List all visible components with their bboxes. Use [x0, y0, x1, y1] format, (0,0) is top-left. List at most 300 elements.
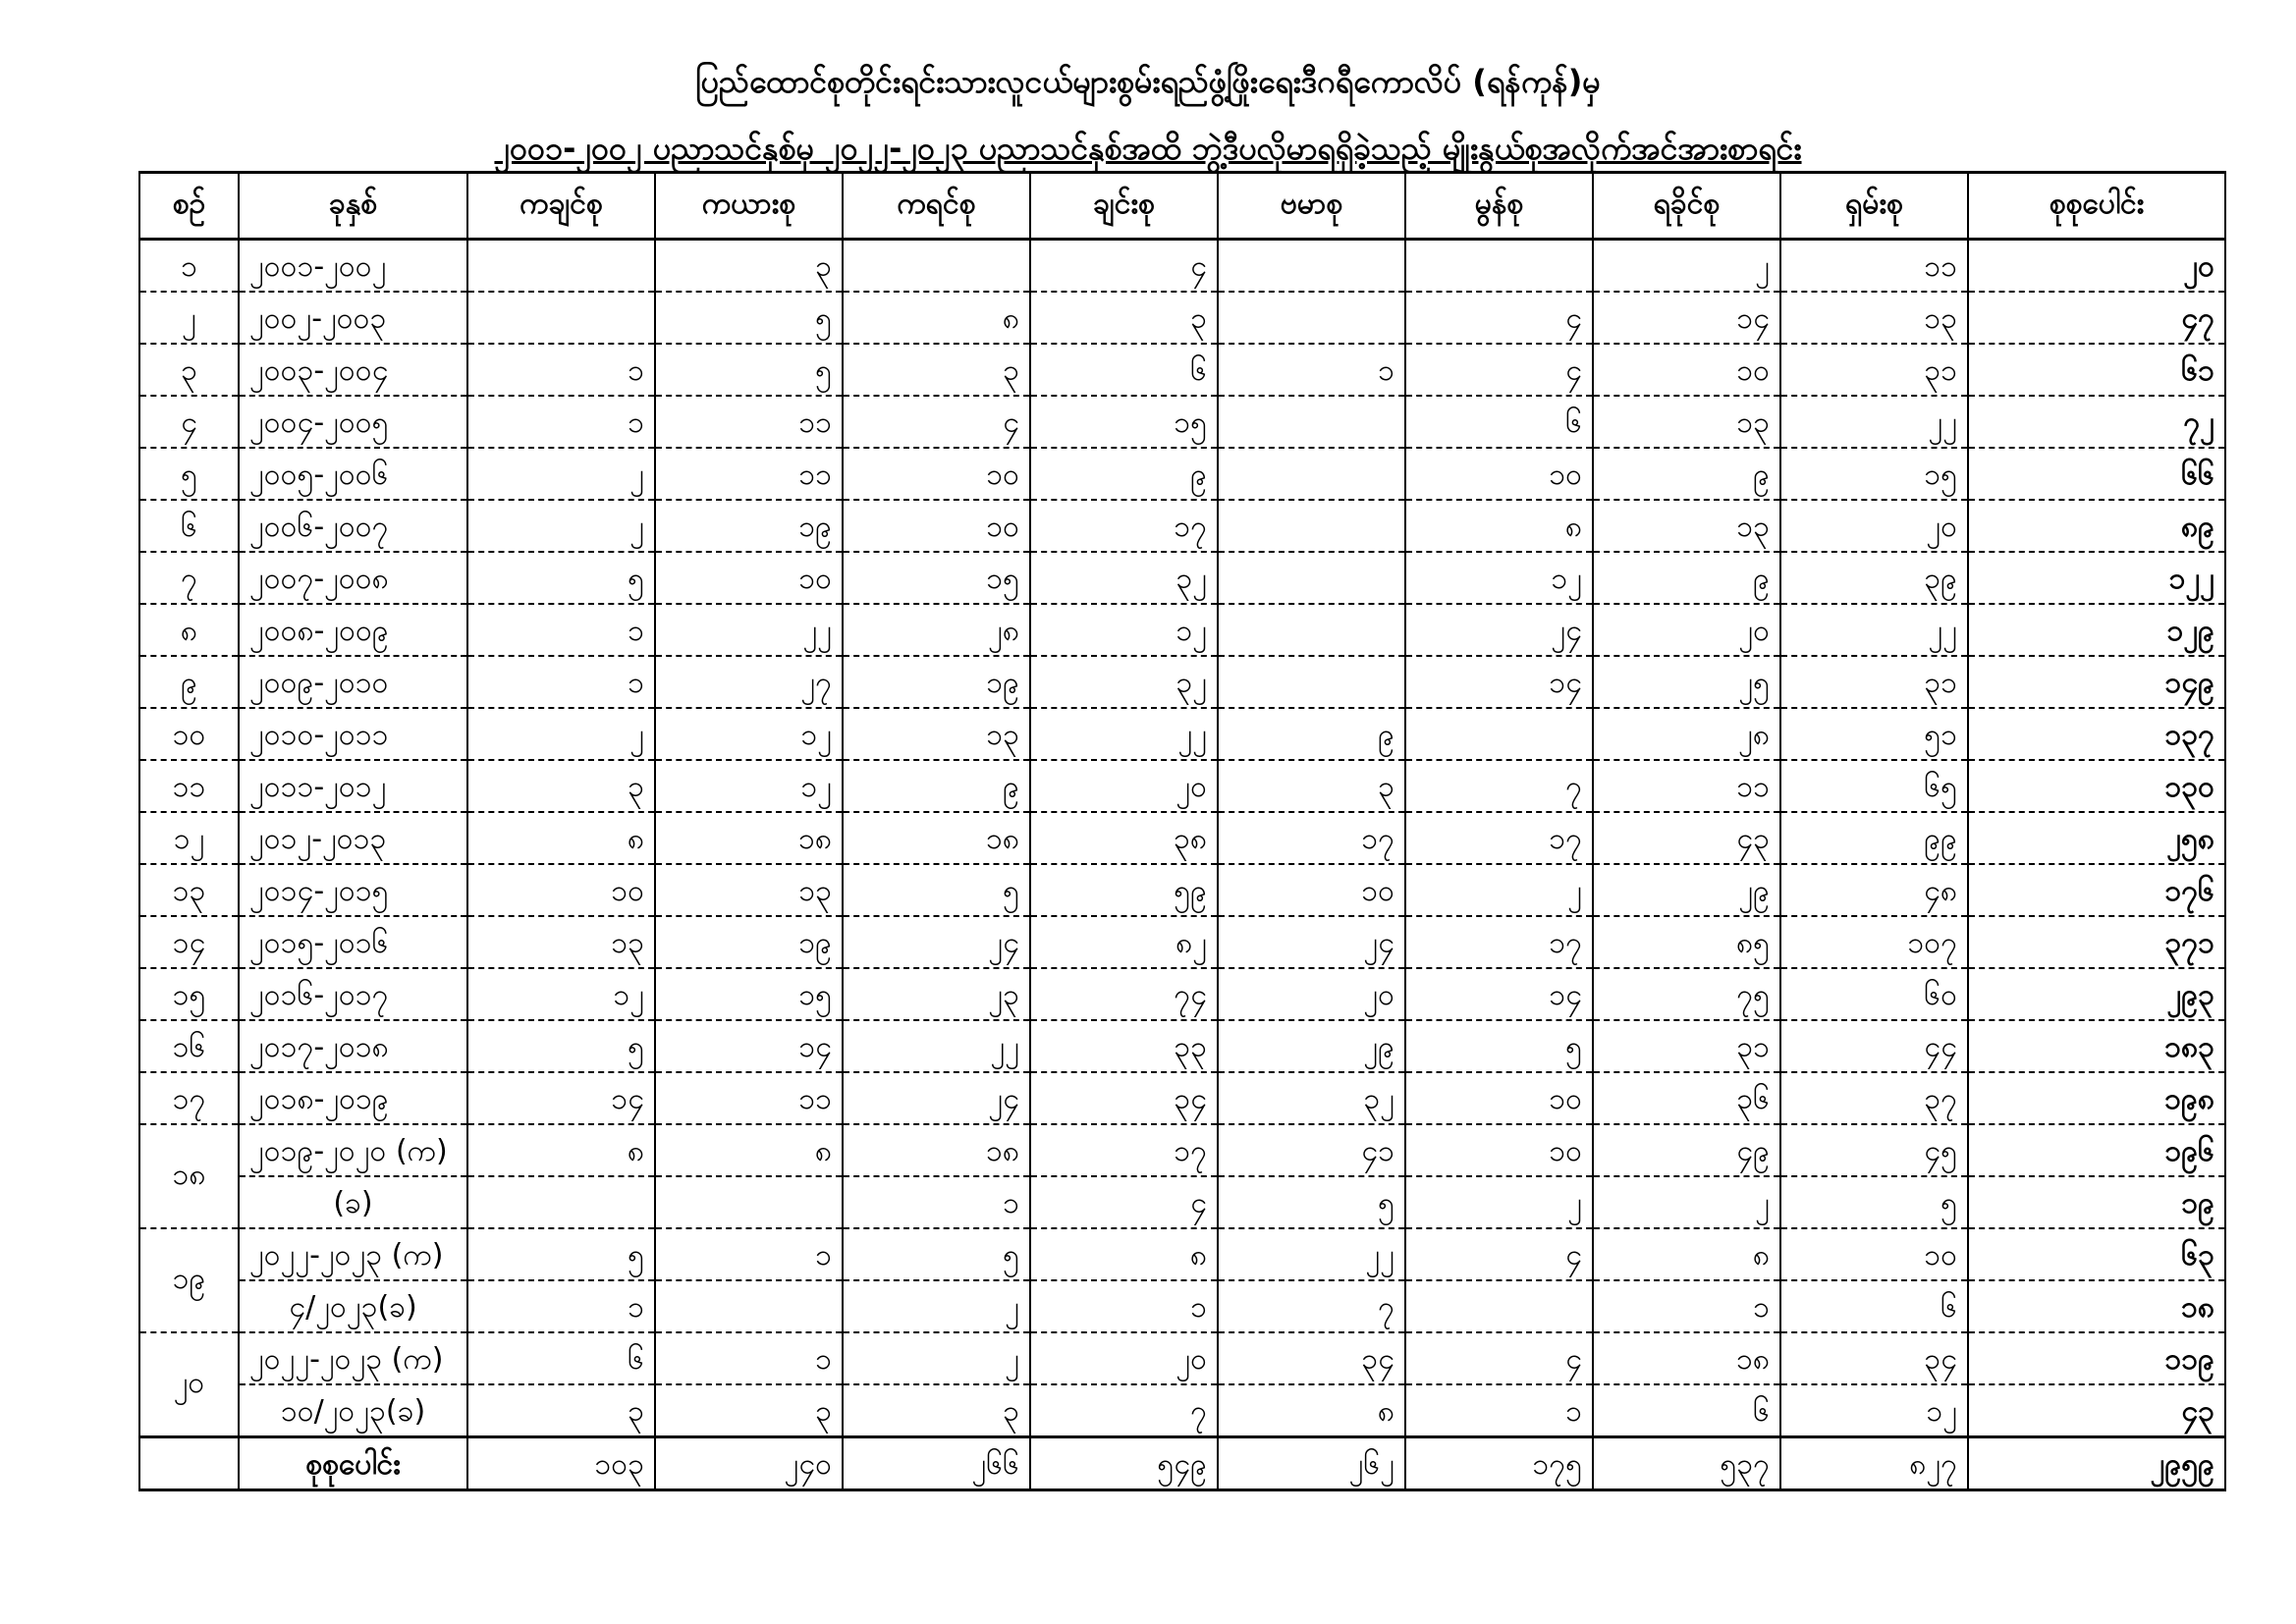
value-cell: ၈၅ — [1593, 916, 1780, 968]
row-period: ၂၀၁၈-၂၀၁၉ — [239, 1072, 467, 1124]
value-cell: ၃ — [843, 344, 1030, 396]
value-cell: ၁၀ — [1405, 1124, 1593, 1176]
value-cell: ၁၃ — [655, 864, 843, 916]
value-cell: ၁၉၆ — [1968, 1124, 2225, 1176]
value-cell: ၈ — [467, 1124, 655, 1176]
value-cell: ၁၃ — [1780, 292, 1968, 344]
value-cell: ၂ — [843, 1332, 1030, 1384]
row-number: ၁၉ — [139, 1228, 239, 1332]
table-row — [139, 1176, 2225, 1228]
value-cell: ၈ — [1030, 1228, 1218, 1280]
total-value: ၁၇၅ — [1405, 1437, 1593, 1490]
value-cell: ၂ — [1593, 240, 1780, 293]
table-row — [139, 552, 2225, 604]
value-cell: ၇၅ — [1593, 968, 1780, 1020]
row-period: ၂၀၂၂-၂၀၂၃ (က) — [239, 1332, 467, 1384]
value-cell: ၈ — [655, 1124, 843, 1176]
value-cell: ၁၄ — [1405, 968, 1593, 1020]
value-cell: ၇၄ — [1030, 968, 1218, 1020]
value-cell: ၁၄ — [1405, 656, 1593, 708]
value-cell: ၂ — [467, 708, 655, 760]
value-cell: ၄ — [1405, 292, 1593, 344]
value-cell: ၄ — [843, 396, 1030, 448]
value-cell: ၄၃ — [1968, 1384, 2225, 1437]
column-header-0: စဉ် — [139, 173, 239, 240]
value-cell: ၆ — [1030, 344, 1218, 396]
value-cell: ၁၁ — [1593, 760, 1780, 812]
value-cell: ၁ — [1405, 1384, 1593, 1437]
table-row — [139, 1384, 2225, 1437]
row-number: ၁၄ — [139, 916, 239, 968]
value-cell: ၆ — [467, 1332, 655, 1384]
value-cell: ၂၀ — [1593, 604, 1780, 656]
value-cell: ၈ — [467, 812, 655, 864]
row-number: ၇ — [139, 552, 239, 604]
value-cell: ၄ — [1030, 240, 1218, 293]
value-cell: ၁၁ — [1780, 240, 1968, 293]
value-cell — [1218, 240, 1405, 293]
value-cell: ၃၄ — [1780, 1332, 1968, 1384]
table-row — [139, 500, 2225, 552]
value-cell: ၉ — [1593, 448, 1780, 500]
value-cell: ၁၈ — [843, 812, 1030, 864]
value-cell: ၁ — [1030, 1280, 1218, 1332]
value-cell: ၂၂ — [843, 1020, 1030, 1072]
value-cell: ၁၂၉ — [1968, 604, 2225, 656]
value-cell: ၁ — [1218, 344, 1405, 396]
value-cell: ၁၁၉ — [1968, 1332, 2225, 1384]
value-cell: ၁၃၇ — [1968, 708, 2225, 760]
value-cell: ၃၇ — [1780, 1072, 1968, 1124]
value-cell — [1218, 292, 1405, 344]
value-cell: ၁၀ — [655, 552, 843, 604]
value-cell: ၄ — [1405, 344, 1593, 396]
value-cell: ၁၀၇ — [1780, 916, 1968, 968]
table-row — [139, 240, 2225, 293]
column-header-6: ဗမာစု — [1218, 173, 1405, 240]
value-cell: ၂၂ — [1030, 708, 1218, 760]
value-cell: ၂၉၃ — [1968, 968, 2225, 1020]
column-header-2: ကချင်စု — [467, 173, 655, 240]
table-row — [139, 292, 2225, 344]
value-cell: ၈၂ — [1030, 916, 1218, 968]
value-cell: ၁ — [467, 1280, 655, 1332]
value-cell: ၁၉ — [1968, 1176, 2225, 1228]
value-cell: ၁၇ — [1030, 500, 1218, 552]
value-cell: ၅၁ — [1780, 708, 1968, 760]
column-header-9: ရှမ်းစု — [1780, 173, 1968, 240]
value-cell: ၃၁ — [1780, 344, 1968, 396]
value-cell: ၅ — [467, 552, 655, 604]
value-cell: ၂၂ — [655, 604, 843, 656]
row-number: ၁၂ — [139, 812, 239, 864]
value-cell: ၄ — [1405, 1332, 1593, 1384]
value-cell: ၃၂ — [1030, 552, 1218, 604]
value-cell — [1218, 552, 1405, 604]
column-header-10: စုစုပေါင်း — [1968, 173, 2225, 240]
value-cell: ၂၀ — [1780, 500, 1968, 552]
value-cell: ၁ — [655, 1228, 843, 1280]
row-period: ၂၀၁၅-၂၀၁၆ — [239, 916, 467, 968]
table-row — [139, 396, 2225, 448]
value-cell: ၆၅ — [1780, 760, 1968, 812]
value-cell: ၃ — [655, 1384, 843, 1437]
row-number: ၁၁ — [139, 760, 239, 812]
row-period: ၂၀၁၂-၂၀၁၃ — [239, 812, 467, 864]
value-cell: ၁၄၉ — [1968, 656, 2225, 708]
value-cell: ၉ — [843, 760, 1030, 812]
value-cell — [1218, 656, 1405, 708]
value-cell: ၁၃ — [843, 708, 1030, 760]
value-cell — [467, 292, 655, 344]
value-cell: ၁၇ — [1218, 812, 1405, 864]
row-number: ၁၆ — [139, 1020, 239, 1072]
value-cell: ၁၀ — [1593, 344, 1780, 396]
row-period: ၂၀၁၇-၂၀၁၈ — [239, 1020, 467, 1072]
row-period: ၂၀၀၂-၂၀၀၃ — [239, 292, 467, 344]
value-cell: ၁၀ — [1405, 448, 1593, 500]
column-header-1: ခုနှစ် — [239, 173, 467, 240]
value-cell: ၃ — [467, 760, 655, 812]
value-cell: ၁၂၂ — [1968, 552, 2225, 604]
value-cell — [655, 1176, 843, 1228]
value-cell: ၁၃၀ — [1968, 760, 2225, 812]
total-blank — [139, 1437, 239, 1490]
value-cell: ၅ — [467, 1228, 655, 1280]
table-row — [139, 1332, 2225, 1384]
value-cell — [467, 240, 655, 293]
row-period: ၂၀၀၈-၂၀၀၉ — [239, 604, 467, 656]
value-cell: ၂၀ — [1218, 968, 1405, 1020]
value-cell: ၁၂ — [1405, 552, 1593, 604]
value-cell: ၁၀ — [843, 500, 1030, 552]
table-row — [139, 656, 2225, 708]
value-cell: ၁ — [1593, 1280, 1780, 1332]
value-cell: ၁၇ — [1405, 916, 1593, 968]
value-cell: ၂၈ — [1593, 708, 1780, 760]
table-header-row — [139, 173, 2225, 240]
row-period: ၂၀၀၅-၂၀၀၆ — [239, 448, 467, 500]
value-cell: ၅ — [467, 1020, 655, 1072]
value-cell: ၆ — [1593, 1384, 1780, 1437]
value-cell: ၈ — [843, 292, 1030, 344]
value-cell: ၁၈ — [1968, 1280, 2225, 1332]
value-cell: ၁၀ — [1780, 1228, 1968, 1280]
value-cell: ၂ — [1405, 1176, 1593, 1228]
value-cell: ၁၇၆ — [1968, 864, 2225, 916]
value-cell: ၂၉ — [1218, 1020, 1405, 1072]
value-cell — [1405, 1280, 1593, 1332]
value-cell: ၁၅ — [1030, 396, 1218, 448]
value-cell: ၂၈ — [843, 604, 1030, 656]
row-number: ၉ — [139, 656, 239, 708]
total-value: ၅၄၉ — [1030, 1437, 1218, 1490]
value-cell: ၄၁ — [1218, 1124, 1405, 1176]
total-value: ၈၂၇ — [1780, 1437, 1968, 1490]
table-row — [139, 916, 2225, 968]
table-row — [139, 812, 2225, 864]
value-cell: ၅ — [1405, 1020, 1593, 1072]
table-row — [139, 604, 2225, 656]
table-row — [139, 448, 2225, 500]
value-cell: ၁၈ — [655, 812, 843, 864]
total-value: ၅၃၇ — [1593, 1437, 1780, 1490]
value-cell: ၅၉ — [1030, 864, 1218, 916]
value-cell: ၁၉ — [655, 500, 843, 552]
value-cell: ၅ — [843, 864, 1030, 916]
value-cell: ၂၀ — [1968, 240, 2225, 293]
value-cell: ၂ — [467, 448, 655, 500]
value-cell: ၁၃ — [1593, 396, 1780, 448]
table-row — [139, 864, 2225, 916]
table-row — [139, 1280, 2225, 1332]
total-value: ၁၀၃ — [467, 1437, 655, 1490]
value-cell: ၂၃ — [843, 968, 1030, 1020]
table-row — [139, 344, 2225, 396]
value-cell — [1218, 604, 1405, 656]
row-number: ၁၇ — [139, 1072, 239, 1124]
value-cell: ၃၈ — [1030, 812, 1218, 864]
value-cell: ၆ — [1405, 396, 1593, 448]
row-period: ၂၀၁၄-၂၀၁၅ — [239, 864, 467, 916]
table-row — [139, 1072, 2225, 1124]
table-row — [139, 1228, 2225, 1280]
table-row — [139, 968, 2225, 1020]
total-label: စုစုပေါင်း — [239, 1437, 467, 1490]
total-value: ၂၆၆ — [843, 1437, 1030, 1490]
value-cell: ၂၄ — [1218, 916, 1405, 968]
row-number: ၃ — [139, 344, 239, 396]
value-cell: ၂၀ — [1030, 760, 1218, 812]
document-subtitle: ၂၀၀၁-၂၀၀၂ ပညာသင်နှစ်မှ ၂၀၂၂-၂၀၂၃ ပညာသင်နှစ်အထိ ဘွဲ့ဒီပလိုမာရရှိခဲ့သည့် မျိုးနွယ်စုအလိုက်အင်အားစာရင်း — [494, 130, 1802, 167]
row-period: ၂၀၀၁-၂၀၀၂ — [239, 240, 467, 293]
value-cell: ၄ — [1405, 1228, 1593, 1280]
row-period: ၂၀၀၆-၂၀၀၇ — [239, 500, 467, 552]
row-period: (ခ) — [239, 1176, 467, 1228]
value-cell: ၁၂ — [1780, 1384, 1968, 1437]
value-cell: ၁၉၈ — [1968, 1072, 2225, 1124]
value-cell: ၂၉ — [1593, 864, 1780, 916]
row-period: ၂၀၁၆-၂၀၁၇ — [239, 968, 467, 1020]
value-cell — [1218, 500, 1405, 552]
value-cell: ၁၂ — [655, 760, 843, 812]
value-cell: ၁၀ — [843, 448, 1030, 500]
value-cell: ၁ — [467, 656, 655, 708]
value-cell: ၃၃ — [1030, 1020, 1218, 1072]
row-number: ၁၈ — [139, 1124, 239, 1228]
value-cell: ၁၇ — [1405, 812, 1593, 864]
value-cell: ၂ — [1593, 1176, 1780, 1228]
row-number: ၁၀ — [139, 708, 239, 760]
value-cell: ၅ — [655, 292, 843, 344]
value-cell — [843, 240, 1030, 293]
value-cell: ၁၃ — [467, 916, 655, 968]
table-row — [139, 1124, 2225, 1176]
value-cell: ၁၈ — [1593, 1332, 1780, 1384]
value-cell: ၃၇၁ — [1968, 916, 2225, 968]
value-cell: ၁၄ — [1593, 292, 1780, 344]
row-number: ၁ — [139, 240, 239, 293]
row-period: ၂၀၀၄-၂၀၀၅ — [239, 396, 467, 448]
value-cell: ၆ — [1780, 1280, 1968, 1332]
column-header-5: ချင်းစု — [1030, 173, 1218, 240]
value-cell: ၃၄ — [1030, 1072, 1218, 1124]
row-period: ၂၀၁၀-၂၀၁၁ — [239, 708, 467, 760]
value-cell: ၈၉ — [1968, 500, 2225, 552]
table-row — [139, 760, 2225, 812]
value-cell: ၂ — [1405, 864, 1593, 916]
column-header-8: ရခိုင်စု — [1593, 173, 1780, 240]
ethnic-graduates-table — [138, 171, 2226, 1491]
value-cell: ၈ — [1593, 1228, 1780, 1280]
value-cell: ၉ — [1218, 708, 1405, 760]
value-cell: ၃ — [1218, 760, 1405, 812]
value-cell: ၁၉ — [655, 916, 843, 968]
value-cell — [1405, 240, 1593, 293]
column-header-7: မွန်စု — [1405, 173, 1593, 240]
value-cell: ၂ — [843, 1280, 1030, 1332]
value-cell: ၃၉ — [1780, 552, 1968, 604]
value-cell: ၁၇ — [1030, 1124, 1218, 1176]
value-cell: ၃ — [1030, 292, 1218, 344]
value-cell: ၃၆ — [1593, 1072, 1780, 1124]
value-cell: ၁၅ — [1780, 448, 1968, 500]
value-cell: ၅ — [655, 344, 843, 396]
row-number: ၄ — [139, 396, 239, 448]
row-period: ၂၀၁၉-၂၀၂၀ (က) — [239, 1124, 467, 1176]
row-period: ၂၀၀၃-၂၀၀၄ — [239, 344, 467, 396]
total-value: ၂၄၀ — [655, 1437, 843, 1490]
total-row — [139, 1437, 2225, 1490]
value-cell: ၇ — [1218, 1280, 1405, 1332]
value-cell — [655, 1280, 843, 1332]
value-cell: ၃၄ — [1218, 1332, 1405, 1384]
value-cell: ၆၁ — [1968, 344, 2225, 396]
value-cell: ၂၅ — [1593, 656, 1780, 708]
table-row — [139, 1020, 2225, 1072]
value-cell: ၁ — [467, 396, 655, 448]
value-cell — [1218, 448, 1405, 500]
value-cell: ၁၁ — [655, 396, 843, 448]
row-period: ၂၀၀၇-၂၀၀၈ — [239, 552, 467, 604]
value-cell: ၁၅ — [843, 552, 1030, 604]
row-period: ၂၀၀၉-၂၀၁၀ — [239, 656, 467, 708]
value-cell: ၁၀ — [1405, 1072, 1593, 1124]
row-number: ၈ — [139, 604, 239, 656]
value-cell: ၄၃ — [1593, 812, 1780, 864]
document-title: ပြည်ထောင်စုတိုင်းရင်းသားလူငယ်များစွမ်းရည်ဖွံ့ဖြိုးရေးဒီဂရီကောလိပ် (ရန်ကုန်)မှ — [695, 63, 1601, 100]
row-period: ၂၀၁၁-၂၀၁၂ — [239, 760, 467, 812]
value-cell: ၁၂ — [1030, 604, 1218, 656]
value-cell: ၂၇ — [655, 656, 843, 708]
value-cell: ၄၇ — [1968, 292, 2225, 344]
value-cell: ၃၂ — [1218, 1072, 1405, 1124]
value-cell: ၉ — [1593, 552, 1780, 604]
value-cell: ၂၂ — [1780, 604, 1968, 656]
value-cell: ၁၂ — [655, 708, 843, 760]
value-cell: ၅ — [1218, 1176, 1405, 1228]
value-cell: ၁ — [843, 1176, 1030, 1228]
value-cell: ၂၀ — [1030, 1332, 1218, 1384]
value-cell: ၁၃ — [1593, 500, 1780, 552]
value-cell: ၉၉ — [1780, 812, 1968, 864]
value-cell: ၁၄ — [467, 1072, 655, 1124]
value-cell — [467, 1176, 655, 1228]
table-row — [139, 708, 2225, 760]
total-value: ၂၆၂ — [1218, 1437, 1405, 1490]
value-cell — [1218, 396, 1405, 448]
value-cell: ၃၁ — [1780, 656, 1968, 708]
value-cell: ၂ — [467, 500, 655, 552]
value-cell: ၇ — [1030, 1384, 1218, 1437]
row-period: ၄/၂၀၂၃(ခ) — [239, 1280, 467, 1332]
value-cell: ၂၄ — [843, 1072, 1030, 1124]
table-body — [139, 240, 2225, 1490]
value-cell: ၁၈၃ — [1968, 1020, 2225, 1072]
row-number: ၁၅ — [139, 968, 239, 1020]
value-cell: ၃၁ — [1593, 1020, 1780, 1072]
value-cell: ၇ — [1405, 760, 1593, 812]
value-cell: ၂၂ — [1218, 1228, 1405, 1280]
value-cell: ၁ — [467, 604, 655, 656]
value-cell: ၂၅၈ — [1968, 812, 2225, 864]
value-cell: ၃ — [655, 240, 843, 293]
value-cell: ၁၉ — [843, 656, 1030, 708]
row-number: ၁၃ — [139, 864, 239, 916]
value-cell: ၃ — [467, 1384, 655, 1437]
value-cell: ၁၈ — [843, 1124, 1030, 1176]
value-cell: ၁ — [655, 1332, 843, 1384]
value-cell: ၂၄ — [1405, 604, 1593, 656]
value-cell: ၄၉ — [1593, 1124, 1780, 1176]
value-cell: ၄၄ — [1780, 1020, 1968, 1072]
value-cell: ၄ — [1030, 1176, 1218, 1228]
value-cell: ၄၈ — [1780, 864, 1968, 916]
row-number: ၂၀ — [139, 1332, 239, 1437]
value-cell: ၁၁ — [655, 448, 843, 500]
value-cell: ၃၂ — [1030, 656, 1218, 708]
row-number: ၂ — [139, 292, 239, 344]
value-cell: ၈ — [1405, 500, 1593, 552]
value-cell: ၅ — [1780, 1176, 1968, 1228]
value-cell: ၉ — [1030, 448, 1218, 500]
value-cell: ၁၅ — [655, 968, 843, 1020]
value-cell: ၂၄ — [843, 916, 1030, 968]
row-number: ၆ — [139, 500, 239, 552]
value-cell: ၈ — [1218, 1384, 1405, 1437]
value-cell: ၅ — [843, 1228, 1030, 1280]
column-header-3: ကယားစု — [655, 173, 843, 240]
value-cell: ၁ — [467, 344, 655, 396]
value-cell: ၁၄ — [655, 1020, 843, 1072]
value-cell: ၆၀ — [1780, 968, 1968, 1020]
value-cell: ၁၂ — [467, 968, 655, 1020]
value-cell: ၁၁ — [655, 1072, 843, 1124]
value-cell: ၂၂ — [1780, 396, 1968, 448]
value-cell: ၁၀ — [467, 864, 655, 916]
value-cell: ၇၂ — [1968, 396, 2225, 448]
value-cell: ၆၃ — [1968, 1228, 2225, 1280]
value-cell: ၃ — [843, 1384, 1030, 1437]
value-cell — [1405, 708, 1593, 760]
value-cell: ၄၅ — [1780, 1124, 1968, 1176]
value-cell: ၆၆ — [1968, 448, 2225, 500]
row-period: ၁၀/၂၀၂၃(ခ) — [239, 1384, 467, 1437]
total-value: ၂၉၅၉ — [1968, 1437, 2225, 1490]
column-header-4: ကရင်စု — [843, 173, 1030, 240]
row-number: ၅ — [139, 448, 239, 500]
value-cell: ၁၀ — [1218, 864, 1405, 916]
